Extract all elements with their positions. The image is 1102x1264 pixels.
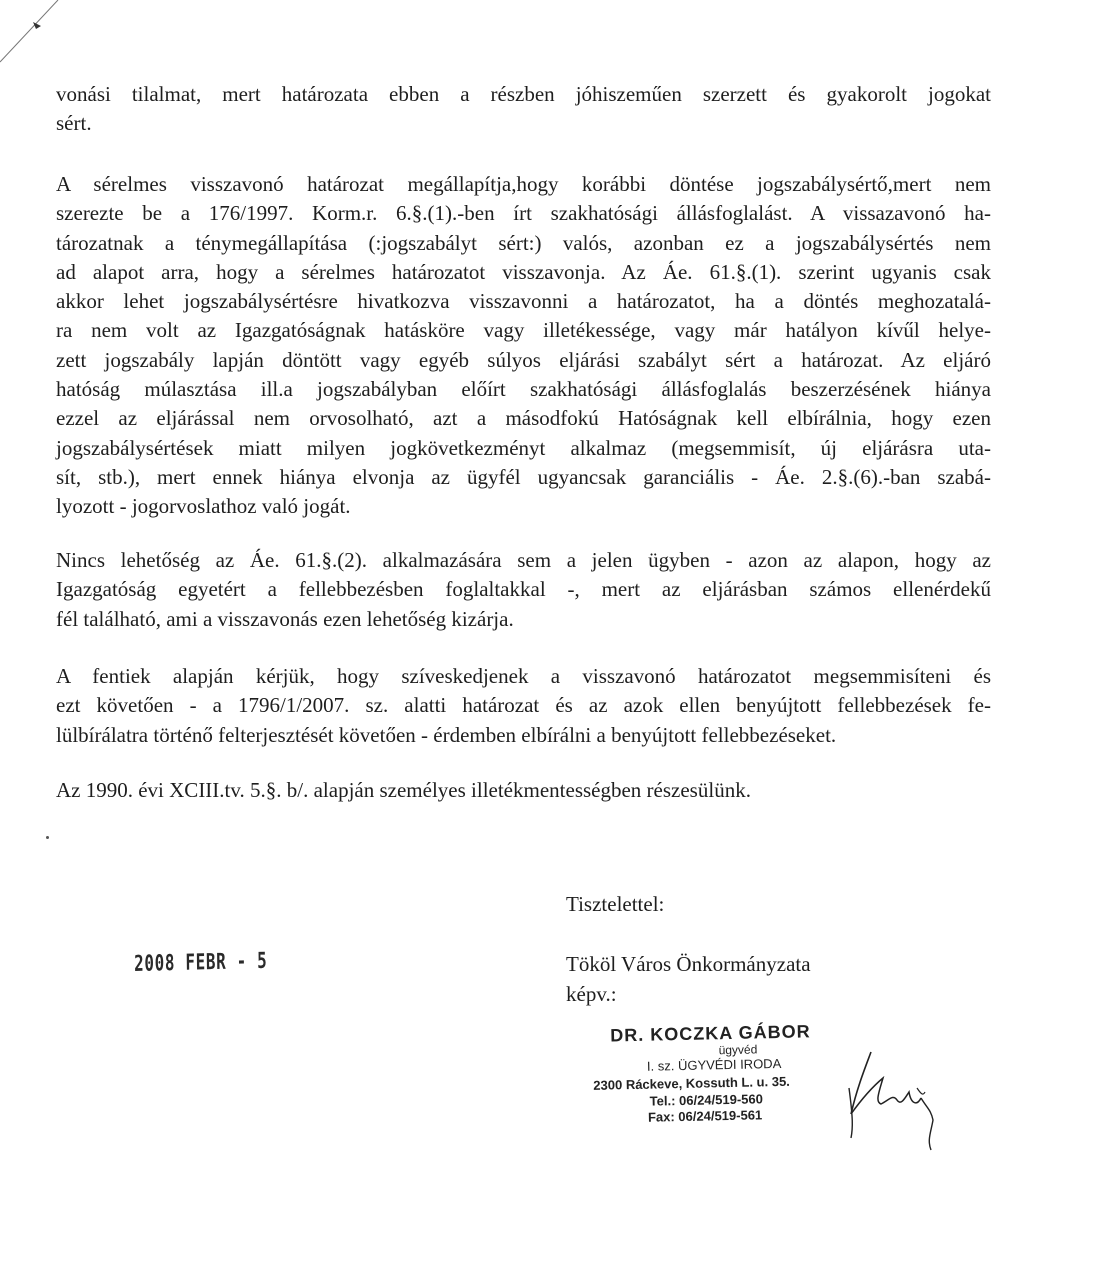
stamp-address: 2300 Ráckeve, Kossuth L. u. 35.	[593, 1073, 790, 1093]
paragraph-request	[56, 662, 991, 750]
text-line: Nincs lehetőség az Áe. 61.§.(2). alkalmazására sem a jelen ügyben - azon az alapon, hogy az	[56, 548, 991, 572]
organization-name: Tököl Város Önkormányzata	[566, 952, 811, 976]
text-line: Igazgatóság egyetért a fellebbezésben foglaltakkal -, mert az eljárásban számos ellenérdekű	[56, 577, 991, 602]
stamp-fax: Fax: 06/24/519-561	[647, 1107, 763, 1125]
text-line: ad alapot arra, hogy a sérelmes határozatot visszavonja. Az Áe. 61.§.(1). szerint ugyanis csak	[56, 259, 991, 284]
text-line: A sérelmes visszavonó határozat megállapítja,hogy korábbi döntése jogszabálysértő,mert nem	[56, 172, 991, 196]
text-line: ezzel az eljárással nem orvosolható, azt a másodfokú Hatóságnak kell elbírálnia, hogy ezen	[56, 406, 991, 431]
scan-speck	[46, 836, 49, 839]
text-line: zett jogszabály lapján döntött vagy egyéb súlyos eljárási szabályt sért a határozat. Az eljáró	[56, 347, 991, 372]
paragraph-no-possibility	[56, 546, 991, 634]
text-line: sért.	[56, 111, 92, 136]
representative-label: képv.:	[566, 982, 617, 1006]
text-line: akkor lehet jogszabálysértésre hivatkozva visszavonni a határozatot, ha a döntés meghozatalá-	[56, 289, 991, 314]
text-line: vonási tilalmat, mert határozata ebben a részben jóhiszeműen szerzett és gyakorolt jogokat	[56, 82, 991, 106]
stamp-title: ügyvéd	[718, 1042, 758, 1058]
stamp-lawyer-name: DR. KOCZKA GÁBOR	[610, 1021, 811, 1046]
lawyer-office-stamp	[586, 1016, 866, 1125]
text-line: lülbírálatra történő felterjesztését követően - érdemben elbírálni a benyújtott fellebbezéseket.	[56, 722, 837, 747]
paragraph-revocation-analysis	[56, 170, 991, 522]
text-line: ra nem volt az Igazgatóságnak hatásköre vagy illetékessége, vagy már hatályon kívűl helye-	[56, 318, 991, 343]
handwritten-signature	[835, 1048, 945, 1158]
date-stamp: 2008 FEBR - 5	[134, 948, 268, 977]
paragraph-continuation	[56, 80, 991, 139]
text-line: tározatnak a ténymegállapítása (:jogszabályt sért:) valós, azonban ez a jogszabálysértés nem	[56, 230, 991, 255]
text-line: szerezte be a 176/1997. Korm.r. 6.§.(1).-ben írt szakhatósági állásfoglalást. A vissazavonó ha-	[56, 201, 991, 226]
text-line: Az 1990. évi XCIII.tv. 5.§. b/. alapján személyes illetékmentességben részesülünk.	[56, 778, 751, 802]
text-line: lyozott - jogorvoslathoz való jogát.	[56, 494, 351, 519]
text-line: sít, stb.), mert ennek hiánya elvonja az ügyfél ugyancsak garanciális - Áe. 2.§.(6).-ban szabá-	[56, 464, 991, 489]
text-line: A fentiek alapján kérjük, hogy szíveskedjenek a visszavonó határozatot megsemmisíteni és	[56, 664, 991, 688]
text-line: fél található, ami a visszavonás ezen lehetőség kizárja.	[56, 606, 514, 631]
text-line: ezt követően - a 1796/1/2007. sz. alatti határozat és az azok ellen benyújtott fellebbezések fe-	[56, 693, 991, 718]
paragraph-fee-exemption	[56, 776, 991, 805]
stamp-phone: Tel.: 06/24/519-560	[649, 1091, 764, 1109]
stamp-office: I. sz. ÜGYVÉDI IRODA	[646, 1055, 782, 1074]
scan-corner-mark	[0, 0, 70, 70]
text-line: hatóság múlasztása ill.a jogszabályban előírt szakhatósági állásfoglalás beszerzésének hiánya	[56, 377, 991, 402]
closing-salutation: Tisztelettel:	[566, 892, 665, 916]
text-line: jogszabálysértések miatt milyen jogkövetkezményt alkalmaz (megsemmisít, új eljárásra uta-	[56, 435, 991, 460]
